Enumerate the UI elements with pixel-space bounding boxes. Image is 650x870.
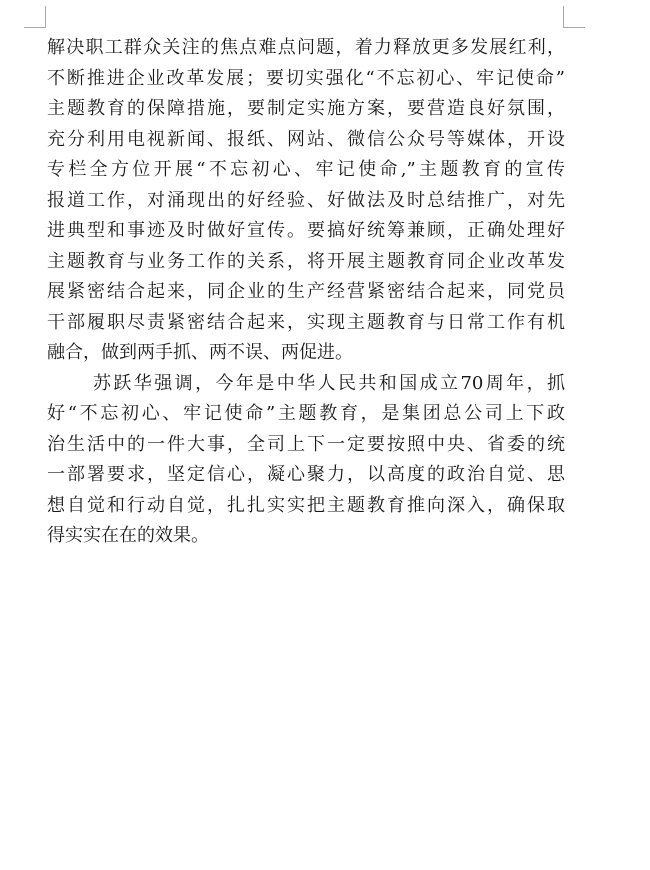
text-line: 治生活中的一件大事，全司上下一定要按照中央、省委的统 — [47, 433, 565, 455]
document-body — [47, 33, 565, 552]
text-line: 主题教育与业务工作的关系，将开展主题教育同企业改革发 — [47, 250, 565, 272]
text-line: 主题教育的保障措施，要制定实施方案，要营造良好氛围， — [47, 98, 565, 119]
text-line: 苏跃华强调，今年是中华人民共和国成立70周年，抓 — [93, 372, 565, 394]
text-line: 展紧密结合起来，同企业的生产经营紧密结合起来，同党员 — [47, 281, 565, 302]
text-line: 进典型和事迹及时做好宣传。要搞好统筹兼顾，正确处理好 — [47, 220, 565, 241]
text-line: 干部履职尽责紧密结合起来，实现主题教育与日常工作有机 — [47, 311, 565, 333]
text-line: 融合，做到两手抓、两不误、两促进。 — [47, 342, 353, 363]
text-line: 一部署要求，坚定信心，凝心聚力，以高度的政治自觉、思 — [47, 464, 565, 485]
text-line: 不断推进企业改革发展；要切实强化“不忘初心、牢记使命” — [47, 67, 565, 89]
text-line: 充分利用电视新闻、报纸、网站、微信公众号等媒体，开设 — [47, 128, 565, 150]
text-line: 解决职工群众关注的焦点难点问题，着力释放更多发展红利， — [47, 37, 565, 58]
crop-mark-top-left — [24, 6, 46, 28]
text-line: 专栏全方位开展“不忘初心、牢记使命,”主题教育的宣传 — [47, 159, 565, 180]
text-line: 得实实在在的效果。 — [47, 525, 209, 546]
crop-mark-top-right — [563, 6, 585, 28]
text-line: 好“不忘初心、牢记使命”主题教育，是集团总公司上下政 — [47, 403, 565, 424]
text-line: 想自觉和行动自觉，扎扎实实把主题教育推向深入，确保取 — [47, 494, 565, 516]
text-line: 报道工作，对涌现出的好经验、好做法及时总结推广，对先 — [47, 189, 565, 211]
